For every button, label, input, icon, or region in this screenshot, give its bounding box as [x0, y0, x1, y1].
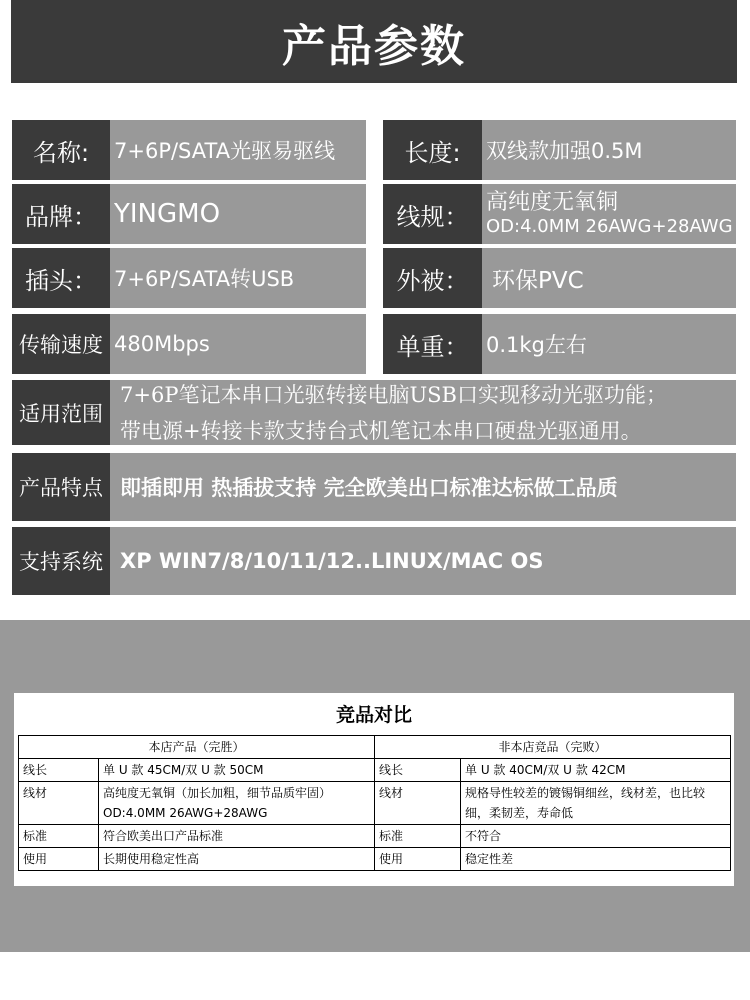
- table-row: [19, 759, 731, 782]
- row-label: 标准: [375, 825, 461, 848]
- ours-cell: 单 U 款 45CM/双 U 款 50CM: [99, 759, 375, 782]
- theirs-cell: 不符合: [461, 825, 731, 848]
- weight-value: 0.1kg左右: [482, 314, 736, 374]
- page-title: 产品参数: [282, 20, 466, 72]
- row-label: 线材: [375, 782, 461, 825]
- row-label: 线长: [375, 759, 461, 782]
- ours-header: 本店产品（完胜）: [19, 736, 375, 759]
- scope-label: 适用范围: [12, 380, 110, 445]
- table-row: [19, 782, 731, 825]
- brand-label: 品牌：: [12, 184, 110, 244]
- wire-gauge-line2: OD:4.0MM 26AWG+28AWG: [486, 216, 733, 237]
- ours-cell: 高纯度无氧铜（加长加粗，细节品质牢固）OD:4.0MM 26AWG+28AWG: [99, 782, 375, 825]
- system-value: XP WIN7/8/10/11/12..LINUX/MAC OS: [110, 527, 736, 595]
- jacket-label: 外被：: [383, 248, 482, 308]
- row-label: 线长: [19, 759, 99, 782]
- comparison-title: 竞品对比: [335, 704, 412, 726]
- comparison-table: [18, 735, 731, 871]
- wire-gauge-value: [482, 184, 736, 244]
- scope-value: [110, 380, 736, 445]
- page-header: [11, 0, 737, 83]
- system-label: 支持系统: [12, 527, 110, 595]
- plug-value: 7+6P/SATA转USB: [110, 248, 366, 308]
- length-label: 长度:: [383, 120, 482, 180]
- wire-gauge-line1: 高纯度无氧铜: [486, 190, 619, 215]
- table-header-row: [19, 736, 731, 759]
- theirs-header: 非本店竞品（完败）: [375, 736, 731, 759]
- name-value: 7+6P/SATA光驱易驱线: [110, 120, 366, 180]
- speed-label: 传输速度: [12, 314, 110, 374]
- ours-cell: 长期使用稳定性高: [99, 848, 375, 871]
- ours-cell: 符合欧美出口产品标准: [99, 825, 375, 848]
- feature-label: 产品特点: [12, 453, 110, 521]
- theirs-cell: 规格导性较差的镀锡铜细丝，线材差，也比较细，柔韧差，寿命低: [461, 782, 731, 825]
- theirs-cell: 单 U 款 40CM/双 U 款 42CM: [461, 759, 731, 782]
- speed-value: 480Mbps: [110, 314, 366, 374]
- name-label: 名称:: [12, 120, 110, 180]
- length-value: 双线款加强0.5M: [482, 120, 736, 180]
- row-label: 使用: [19, 848, 99, 871]
- jacket-value: 环保PVC: [482, 248, 736, 308]
- wire-gauge-label: 线规：: [383, 184, 482, 244]
- row-label: 标准: [19, 825, 99, 848]
- scope-line2: 带电源+转接卡款支持台式机笔记本串口硬盘光驱通用。: [120, 418, 642, 443]
- theirs-cell: 稳定性差: [461, 848, 731, 871]
- feature-value: 即插即用 热插拔支持 完全欧美出口标准达标做工品质: [110, 453, 736, 521]
- weight-label: 单重：: [383, 314, 482, 374]
- plug-label: 插头：: [12, 248, 110, 308]
- scope-line1: 7+6P笔记本串口光驱转接电脑USB口实现移动光驱功能；: [120, 382, 667, 407]
- table-row: [19, 848, 731, 871]
- row-label: 使用: [375, 848, 461, 871]
- brand-value: YINGMO: [110, 184, 366, 244]
- row-label: 线材: [19, 782, 99, 825]
- table-row: [19, 825, 731, 848]
